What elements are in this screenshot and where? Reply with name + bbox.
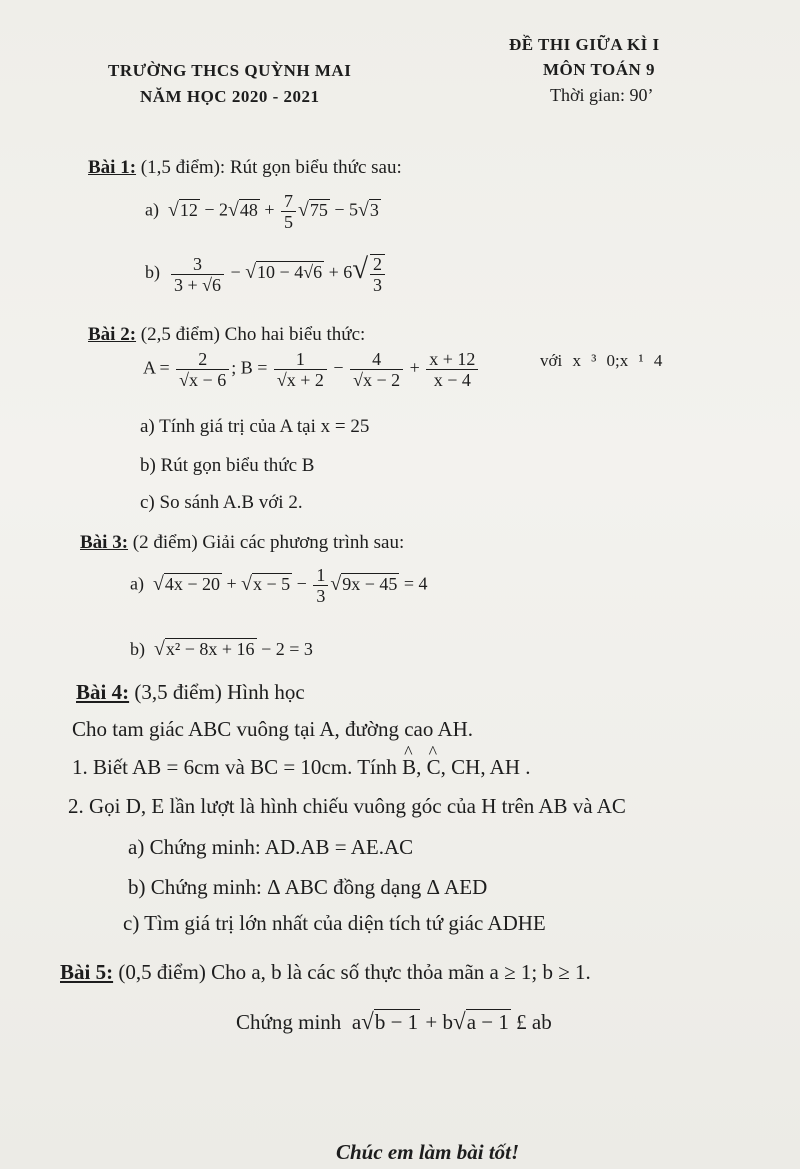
school-name: TRƯỜNG THCS QUỲNH MAI: [108, 61, 352, 80]
exam-time: Thời gian: 90’: [550, 85, 654, 105]
bai2-condition: với x ³ 0;x ¹ 4: [540, 351, 663, 370]
bai1-heading: Bài 1: (1,5 điểm): Rút gọn biểu thức sau:: [88, 157, 402, 178]
exam-subject: MÔN TOÁN 9: [543, 60, 656, 79]
bai3-b: b) √x² − 8x + 16 − 2 = 3: [130, 638, 313, 660]
bai4-intro: Cho tam giác ABC vuông tại A, đường cao AH.: [72, 717, 474, 741]
bai4-q1: 1. Biết AB = 6cm và BC = 10cm. Tính ^ B, ^ C, CH, AH .: [72, 757, 531, 778]
bai3-heading: Bài 3: (2 điểm) Giải các phương trình sau:: [80, 532, 405, 553]
bai3-a: a) √4x − 20 + √x − 5 − $\frac{1}{3}$ √9x − 45 = 4: [130, 565, 428, 606]
school-year: NĂM HỌC 2020 - 2021: [140, 87, 320, 106]
bai2-expressions: A = $\frac{2}{√x - 6}$ ; B = $\frac{1}{√x + 2}$ − $\frac{4}{√x - 2}$ + $\frac{x + 12}{x - 4}$: [143, 350, 480, 389]
bai2-heading: Bài 2: (2,5 điểm) Cho hai biểu thức:: [88, 324, 366, 345]
bai4-heading: Bài 4: (3,5 điểm) Hình học: [76, 680, 305, 704]
bai4-q2: 2. Gọi D, E lần lượt là hình chiếu vuông góc của H trên AB và AC: [68, 794, 626, 818]
bai2-c: c) So sánh A.B với 2.: [140, 492, 303, 513]
bai4-a: a) Chứng minh: AD.AB = AE.AC: [128, 835, 414, 859]
bai1-a: a) √12 − 2√48 + $\frac{7}{5}$ √75 − 5√3: [145, 191, 379, 232]
bai2-b: b) Rút gọn biểu thức B: [140, 455, 315, 476]
bai1-b: b) $\frac{3}{3 + √6}$ − √10 − 4√6 + 6√ $\frac{2}{3}$: [145, 254, 387, 294]
footer-wish: Chúc em làm bài tốt!: [336, 1140, 520, 1164]
bai5-prove: Chứng minh a√b − 1 + b√a − 1 £ ab: [236, 1008, 552, 1034]
bai2-a: a) Tính giá trị của A tại x = 25: [140, 416, 370, 437]
bai4-b: b) Chứng minh: Δ ABC đồng dạng Δ AED: [128, 875, 488, 899]
bai4-c: c) Tìm giá trị lớn nhất của diện tích tứ giác ADHE: [123, 911, 546, 935]
exam-title: ĐỀ THI GIỮA KÌ I: [509, 35, 660, 54]
bai5-heading: Bài 5: (0,5 điểm) Cho a, b là các số thực thỏa mãn a ≥ 1; b ≥ 1.: [60, 960, 591, 984]
